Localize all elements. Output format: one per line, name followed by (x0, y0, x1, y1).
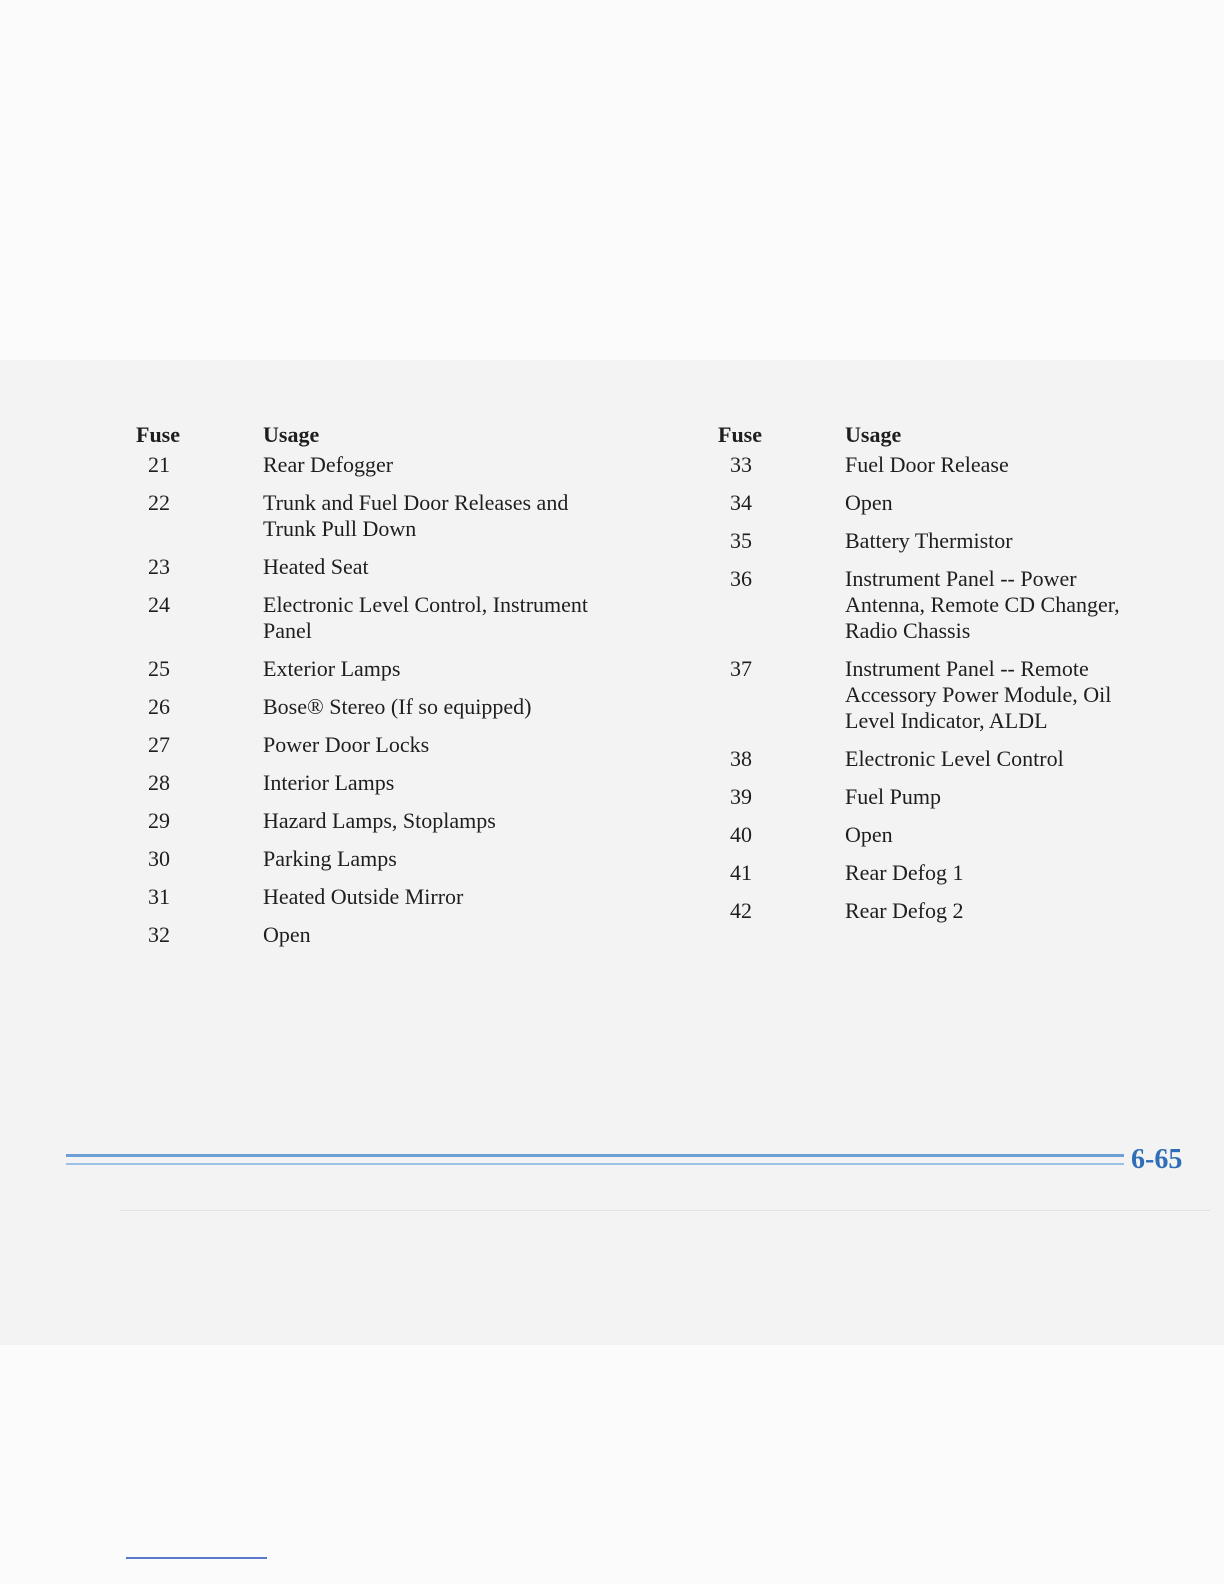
fuse-usage: Bose® Stereo (If so equipped) (263, 694, 532, 719)
fuse-column-header: Fuse (718, 422, 762, 447)
fuse-usage: Open (263, 922, 311, 947)
fuse-usage: Rear Defog 2 (845, 898, 964, 923)
left-rows (136, 452, 616, 948)
fuse-usage: Electronic Level Control, Instrument Panel (263, 592, 589, 643)
fuse-usage: Heated Seat (263, 554, 369, 579)
fuse-table-right (718, 422, 1158, 936)
table-row (136, 808, 616, 834)
fuse-usage: Heated Outside Mirror (263, 884, 464, 909)
table-row (136, 732, 616, 758)
table-row (136, 656, 616, 682)
fuse-number: 27 (148, 732, 170, 757)
table-row (136, 884, 616, 910)
fuse-usage: Rear Defog 1 (845, 860, 964, 885)
table-header (718, 422, 1158, 452)
table-row (136, 770, 616, 796)
fuse-number: 26 (148, 694, 170, 719)
fuse-usage: Fuel Pump (845, 784, 941, 809)
fuse-number: 31 (148, 884, 170, 909)
fuse-number: 37 (730, 656, 752, 681)
table-row (718, 656, 1158, 734)
fuse-usage: Battery Thermistor (845, 528, 1013, 553)
table-row (718, 528, 1158, 554)
fuse-usage: Fuel Door Release (845, 452, 1009, 477)
bottom-rule (126, 1557, 267, 1559)
fuse-number: 28 (148, 770, 170, 795)
divider (120, 1210, 1210, 1211)
table-row (136, 452, 616, 478)
fuse-usage: Open (845, 822, 893, 847)
table-row (718, 566, 1158, 644)
table-row (718, 898, 1158, 924)
usage-column-header: Usage (845, 422, 902, 447)
table-row (136, 554, 616, 580)
usage-column-header: Usage (263, 422, 320, 447)
fuse-usage: Hazard Lamps, Stoplamps (263, 808, 496, 833)
table-header (136, 422, 616, 452)
table-row (136, 592, 616, 644)
footer-rule-secondary (66, 1163, 1124, 1165)
fuse-number: 41 (730, 860, 752, 885)
fuse-number: 39 (730, 784, 752, 809)
fuse-number: 24 (148, 592, 170, 617)
fuse-usage: Instrument Panel -- Power Antenna, Remote CD Changer, Radio Chassis (845, 566, 1120, 643)
table-row (136, 846, 616, 872)
fuse-number: 40 (730, 822, 752, 847)
fuse-number: 32 (148, 922, 170, 947)
table-row (718, 452, 1158, 478)
page-number: 6-65 (1131, 1144, 1183, 1175)
fuse-usage: Rear Defogger (263, 452, 394, 477)
footer-rule (66, 1154, 1124, 1157)
table-row (718, 746, 1158, 772)
fuse-usage: Exterior Lamps (263, 656, 401, 681)
fuse-number: 30 (148, 846, 170, 871)
fuse-number: 35 (730, 528, 752, 553)
table-row (718, 784, 1158, 810)
fuse-number: 21 (148, 452, 170, 477)
fuse-column-header: Fuse (136, 422, 180, 447)
fuse-number: 29 (148, 808, 170, 833)
table-row (718, 822, 1158, 848)
fuse-usage: Interior Lamps (263, 770, 395, 795)
fuse-number: 36 (730, 566, 752, 591)
right-rows (718, 452, 1158, 924)
fuse-usage: Instrument Panel -- Remote Accessory Power Module, Oil Level Indicator, ALDL (845, 656, 1112, 733)
fuse-number: 23 (148, 554, 170, 579)
fuse-table-left (136, 422, 616, 960)
fuse-number: 34 (730, 490, 752, 515)
fuse-number: 42 (730, 898, 752, 923)
fuse-usage: Parking Lamps (263, 846, 397, 871)
table-row (718, 860, 1158, 886)
fuse-number: 25 (148, 656, 170, 681)
table-row (718, 490, 1158, 516)
fuse-usage: Open (845, 490, 893, 515)
fuse-number: 38 (730, 746, 752, 771)
fuse-usage: Electronic Level Control (845, 746, 1064, 771)
table-row (136, 922, 616, 948)
table-row (136, 694, 616, 720)
fuse-usage: Trunk and Fuel Door Releases and Trunk Pull Down (263, 490, 569, 541)
fuse-number: 33 (730, 452, 752, 477)
fuse-number: 22 (148, 490, 170, 515)
table-row (136, 490, 616, 542)
fuse-usage: Power Door Locks (263, 732, 430, 757)
